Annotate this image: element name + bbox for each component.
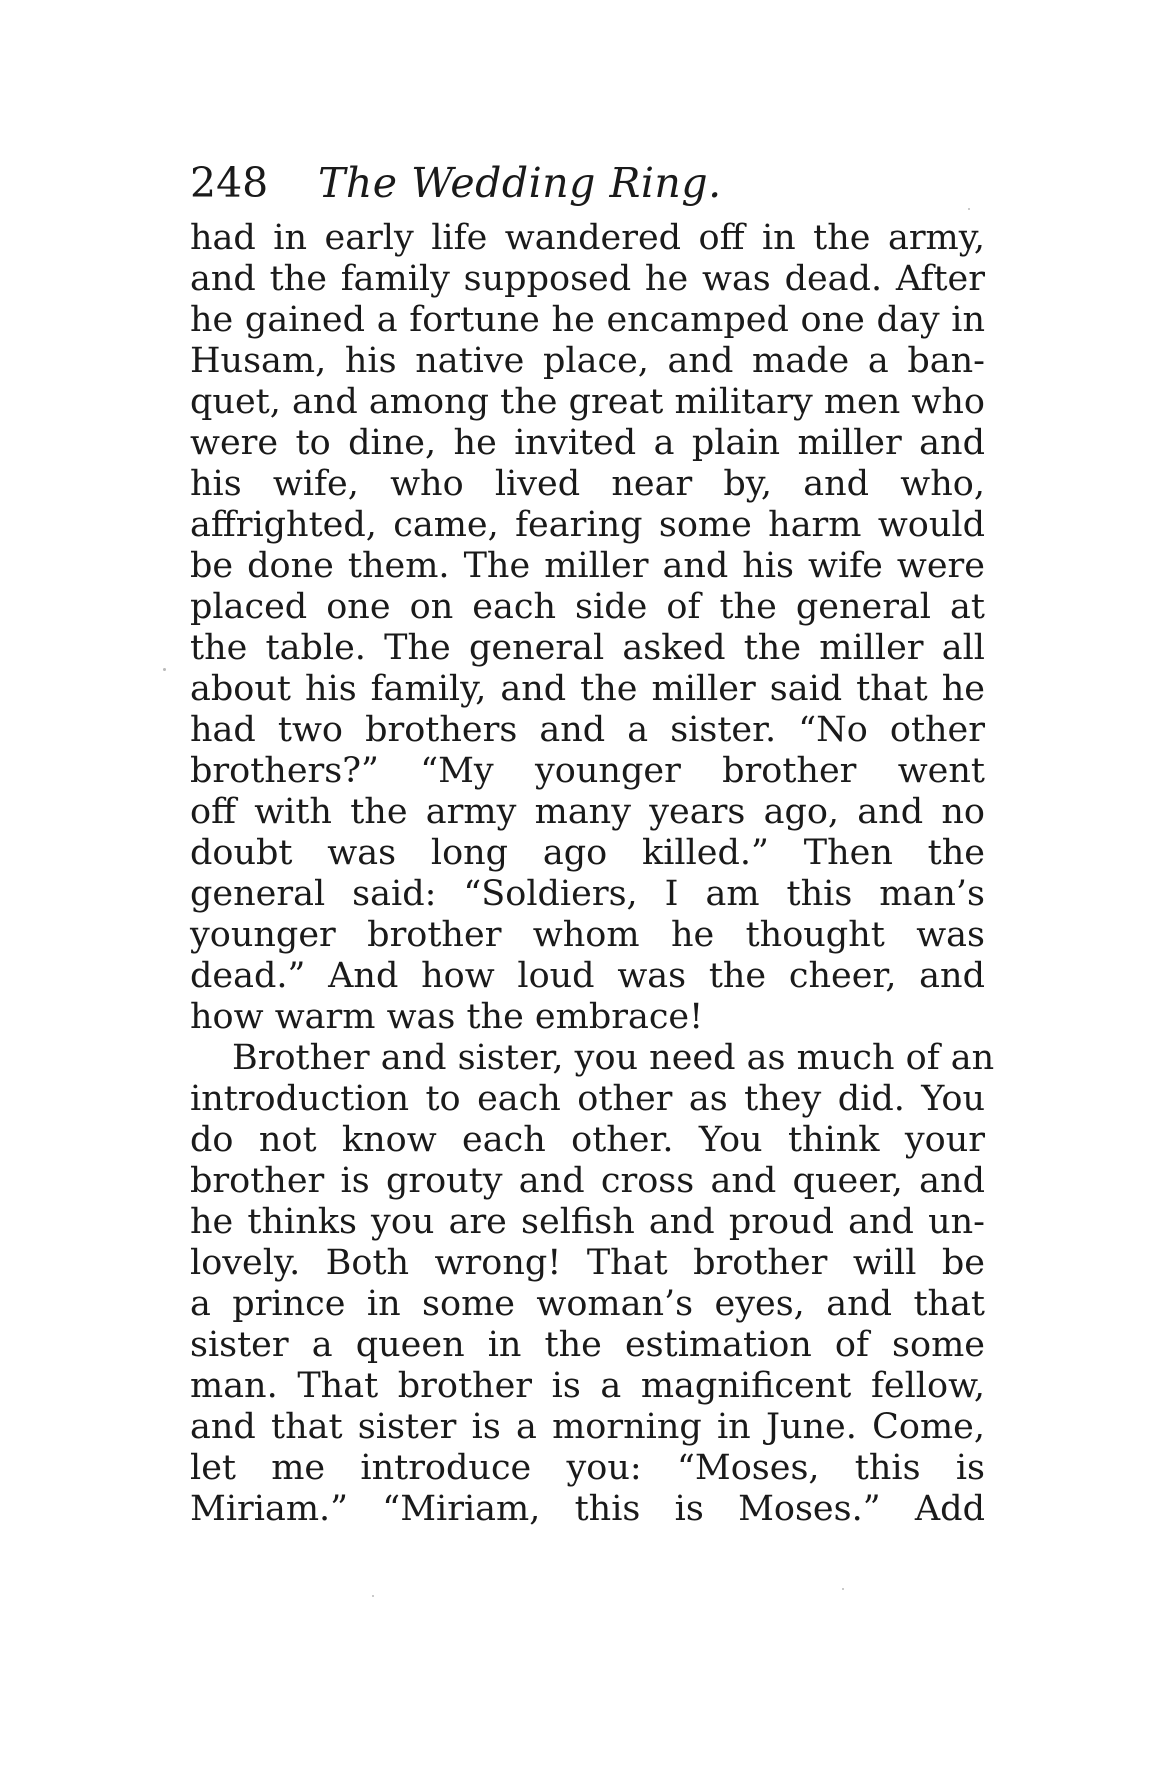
- text-line: and that sister is a morning in June. Come,: [190, 1407, 985, 1447]
- text-line: man. That brother is a magnificent fellow,: [190, 1366, 985, 1406]
- text-line: he thinks you are selfish and proud and un-: [190, 1202, 985, 1242]
- text-line: were to dine, he invited a plain miller and: [190, 423, 985, 463]
- text-line: placed one on each side of the general at: [190, 587, 985, 627]
- text-line: he gained a fortune he encamped one day in: [190, 300, 985, 340]
- text-line: his wife, who lived near by, and who,: [190, 464, 985, 504]
- text-line: dead.” And how loud was the cheer, and: [190, 956, 985, 996]
- paragraph-end-line: how warm was the embrace!: [190, 997, 704, 1037]
- page-number: 248: [190, 159, 269, 207]
- paper-speck: [968, 208, 970, 210]
- paper-speck: [163, 668, 166, 671]
- paragraph-start-line: Brother and sister, you need as much of an: [232, 1038, 995, 1078]
- text-line: brother is grouty and cross and queer, and: [190, 1161, 985, 1201]
- text-line: had in early life wandered off in the army,: [190, 218, 985, 258]
- text-line: sister a queen in the estimation of some: [190, 1325, 985, 1365]
- text-line: quet, and among the great military men who: [190, 382, 985, 422]
- text-line: doubt was long ago killed.” Then the: [190, 833, 985, 873]
- text-line: and the family supposed he was dead. After: [190, 259, 985, 299]
- book-title: The Wedding Ring.: [318, 159, 722, 207]
- text-line: lovely. Both wrong! That brother will be: [190, 1243, 985, 1283]
- paper-speck: [842, 1588, 844, 1590]
- text-line: younger brother whom he thought was: [190, 915, 985, 955]
- text-line: about his family, and the miller said that he: [190, 669, 985, 709]
- text-line: the table. The general asked the miller all: [190, 628, 985, 668]
- text-line: brothers?” “My younger brother went: [190, 751, 985, 791]
- text-line: be done them. The miller and his wife were: [190, 546, 985, 586]
- paper-speck: [372, 1595, 374, 1597]
- text-line: a prince in some woman’s eyes, and that: [190, 1284, 985, 1324]
- text-line: let me introduce you: “Moses, this is: [190, 1448, 985, 1488]
- running-head: [190, 158, 990, 208]
- text-line: do not know each other. You think your: [190, 1120, 985, 1160]
- text-line: off with the army many years ago, and no: [190, 792, 985, 832]
- text-line: Husam, his native place, and made a ban-: [190, 341, 985, 381]
- text-line: Miriam.” “Miriam, this is Moses.” Add: [190, 1489, 985, 1529]
- text-line: introduction to each other as they did. You: [190, 1079, 985, 1119]
- text-line: had two brothers and a sister. “No other: [190, 710, 985, 750]
- text-line: general said: “Soldiers, I am this man’s: [190, 874, 985, 914]
- body-text: [190, 218, 995, 1530]
- text-line: affrighted, came, fearing some harm would: [190, 505, 985, 545]
